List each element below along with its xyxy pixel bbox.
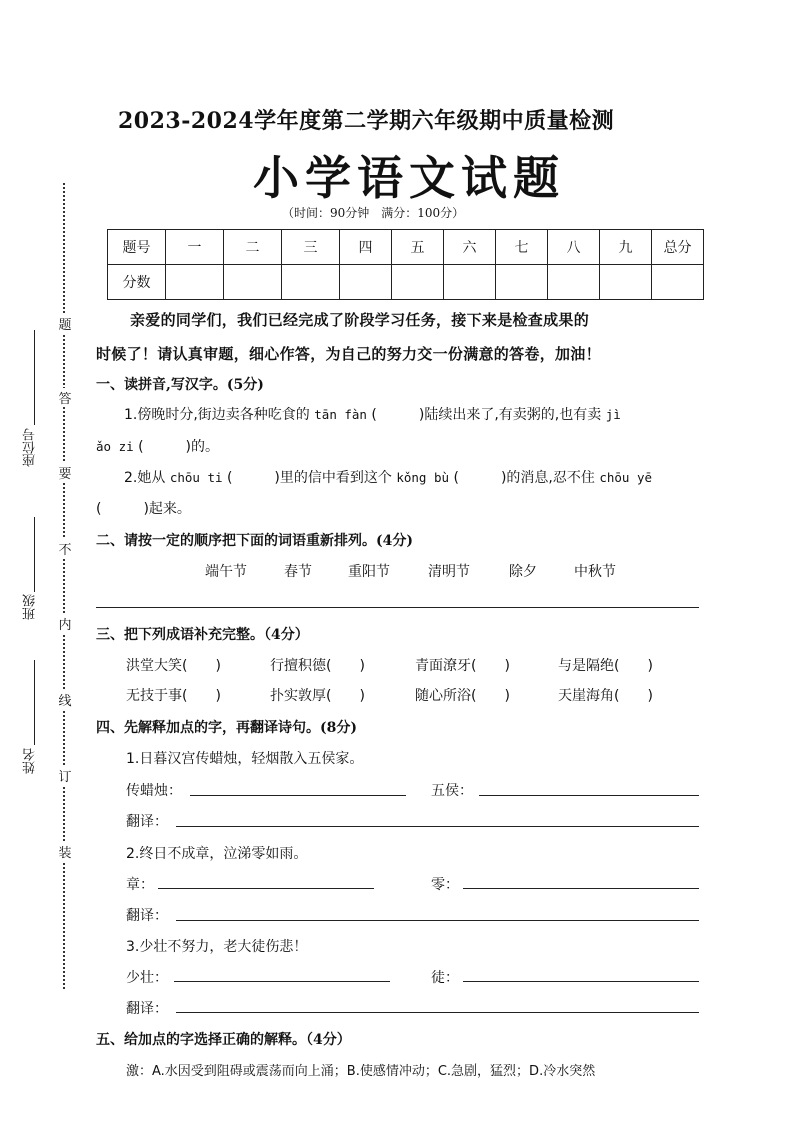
idiom-item: 与是隔绝( ) — [558, 658, 653, 674]
score-input-cell[interactable] — [652, 265, 704, 300]
question-text: ( )里的信中看到这个 — [226, 470, 392, 486]
answer-line[interactable] — [174, 981, 390, 982]
table-row — [108, 230, 704, 265]
question-text: ( )的。 — [138, 439, 220, 455]
word-item: 春节 — [284, 564, 312, 580]
score-table — [107, 229, 704, 300]
poem-line: 2.终日不成章，泣涕零如雨。 — [126, 846, 308, 862]
pinyin: tān fàn — [314, 407, 367, 422]
table-cell: 一 — [166, 230, 224, 265]
binding-warning-char: 题 — [58, 314, 72, 333]
question-text: 2.她从 — [124, 470, 166, 486]
table-cell: 四 — [340, 230, 392, 265]
idiom-item: 青面潦牙( ) — [415, 658, 510, 674]
section-title: 三、把下列成语补充完整。（4分） — [96, 627, 309, 643]
question-text: ( )陆续出来了,有卖粥的,也有卖 — [371, 407, 602, 423]
score-input-cell[interactable] — [548, 265, 600, 300]
field-label: 翻译： — [126, 1001, 168, 1017]
exam-heading: 2023-2024学年度第二学期六年级期中质量检测 — [118, 108, 615, 134]
pinyin: chōu ti — [169, 470, 223, 485]
word-item: 清明节 — [428, 564, 470, 580]
table-cell: 八 — [548, 230, 600, 265]
field-label: 翻译： — [126, 814, 168, 830]
word-item: 端午节 — [205, 564, 247, 580]
binding-warning-char: 订 — [58, 766, 72, 785]
field-label: 徒： — [431, 970, 459, 986]
idiom-item: 无技于事( ) — [126, 688, 221, 704]
table-cell: 三 — [282, 230, 340, 265]
answer-line[interactable] — [176, 1012, 699, 1013]
table-cell: 九 — [600, 230, 652, 265]
question-line — [124, 467, 652, 487]
binding-warning-char: 线 — [58, 690, 72, 709]
idiom-item: 天崖海角( ) — [558, 688, 653, 704]
name-label: 姓名 — [23, 748, 38, 774]
section-title: 一、读拼音,写汉字。(5分) — [96, 377, 264, 393]
poem-line: 1.日暮汉宫传蜡烛，轻烟散入五侯家。 — [126, 751, 364, 767]
binding-dotted-line — [63, 183, 65, 989]
exam-info: （时间：90分钟 满分：100分） — [282, 206, 465, 220]
table-cell: 分数 — [108, 265, 166, 300]
class-label: 班级 — [23, 594, 38, 620]
idiom-item: 扑实敦厚( ) — [270, 688, 365, 704]
score-input-cell[interactable] — [166, 265, 224, 300]
field-label: 五侯： — [431, 783, 473, 799]
score-input-cell[interactable] — [496, 265, 548, 300]
score-input-cell[interactable] — [392, 265, 444, 300]
score-input-cell[interactable] — [600, 265, 652, 300]
binding-warning-char: 装 — [58, 842, 72, 861]
answer-line[interactable] — [463, 981, 699, 982]
score-input-cell[interactable] — [444, 265, 496, 300]
binding-warning-char: 不 — [58, 539, 72, 558]
table-cell: 七 — [496, 230, 548, 265]
answer-line[interactable] — [479, 795, 699, 796]
field-label: 传蜡烛： — [126, 783, 182, 799]
field-label: 少壮： — [126, 970, 168, 986]
table-cell: 六 — [444, 230, 496, 265]
question-text: ( )的消息,忍不住 — [453, 470, 595, 486]
binding-warning-char: 答 — [58, 388, 72, 407]
section-title: 五、给加点的字选择正确的解释。（4分） — [96, 1032, 351, 1048]
question-text: ( )起来。 — [96, 501, 191, 517]
class-write-line[interactable] — [34, 517, 35, 592]
answer-line[interactable] — [463, 888, 699, 889]
intro-line: 时候了！请认真审题，细心作答，为自己的努力交一份满意的答卷，加油！ — [96, 345, 601, 363]
seat-number-label: 座位号 — [23, 428, 38, 467]
idiom-item: 行擅积德( ) — [270, 658, 365, 674]
answer-line[interactable] — [190, 795, 406, 796]
poem-line: 3.少壮不努力，老大徒伤悲！ — [126, 939, 308, 955]
word-item: 中秋节 — [574, 564, 616, 580]
question-text: 1.傍晚时分,街边卖各种吃食的 — [124, 407, 310, 423]
definition-line: 激：A.水因受到阻碍或震荡而向上涌；B.使感情冲动；C.急剧，猛烈；D.冷水突然 — [126, 1064, 596, 1079]
word-item: 重阳节 — [348, 564, 390, 580]
table-cell: 题号 — [108, 230, 166, 265]
binding-warning-char: 内 — [58, 614, 72, 633]
intro-line: 亲爱的同学们，我们已经完成了阶段学习任务，接下来是检查成果的 — [130, 311, 590, 329]
word-item: 除夕 — [509, 564, 537, 580]
table-row — [108, 265, 704, 300]
idiom-item: 随心所浴( ) — [415, 688, 510, 704]
pinyin: jì — [605, 407, 621, 422]
answer-line[interactable] — [176, 920, 699, 921]
name-write-line[interactable] — [34, 660, 35, 745]
binding-warning-char: 要 — [58, 463, 72, 482]
field-label: 翻译： — [126, 908, 168, 924]
answer-line[interactable] — [158, 888, 374, 889]
answer-line[interactable] — [96, 607, 699, 608]
pinyin: ǎo zi — [96, 439, 134, 454]
seat-write-line[interactable] — [34, 330, 35, 425]
idiom-item: 洪堂大笑( ) — [126, 658, 221, 674]
question-line — [96, 436, 219, 456]
score-input-cell[interactable] — [340, 265, 392, 300]
table-cell: 总分 — [652, 230, 704, 265]
section-title: 二、请按一定的顺序把下面的词语重新排列。(4分) — [96, 533, 413, 549]
score-input-cell[interactable] — [224, 265, 282, 300]
page-title: 小学语文试题 — [253, 151, 565, 205]
pinyin: chōu yē — [599, 470, 652, 485]
pinyin: kǒng bù — [396, 470, 450, 485]
question-line — [124, 404, 621, 424]
score-input-cell[interactable] — [282, 265, 340, 300]
table-cell: 二 — [224, 230, 282, 265]
table-cell: 五 — [392, 230, 444, 265]
field-label: 章： — [126, 877, 154, 893]
answer-line[interactable] — [176, 826, 699, 827]
section-title: 四、先解释加点的字，再翻译诗句。(8分) — [96, 720, 357, 736]
field-label: 零： — [431, 877, 459, 893]
